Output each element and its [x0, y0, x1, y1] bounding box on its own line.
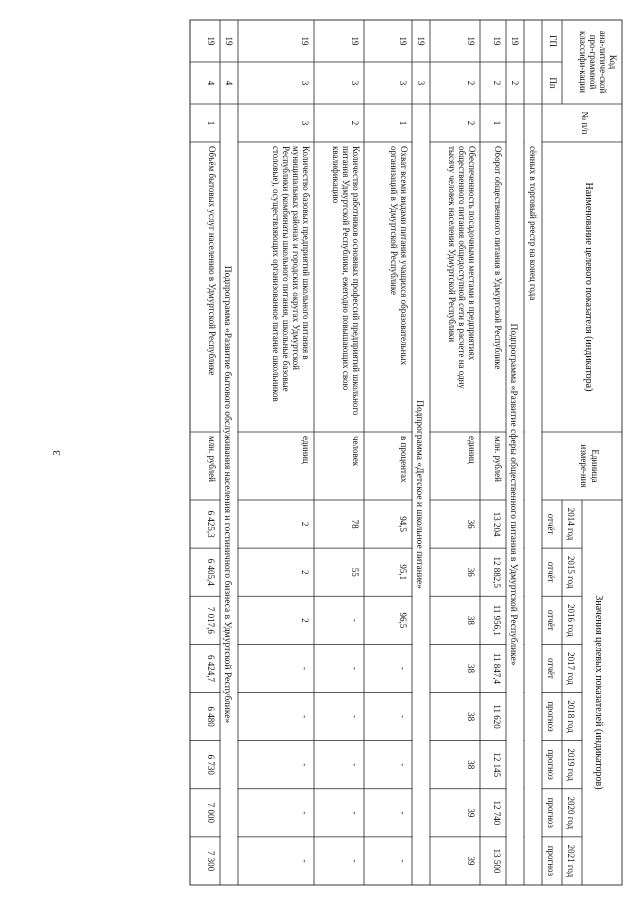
header-num: № п/п — [580, 111, 590, 135]
cell-value: 78 — [350, 519, 360, 529]
subprogram-title: Подпрограмма «Детское и школьное питание» — [414, 400, 424, 589]
cell-value: 13 204 — [492, 511, 502, 537]
status-header: прогноз — [546, 749, 556, 780]
cell-gp: 19 — [510, 36, 520, 46]
cell-pp: 3 — [398, 80, 408, 86]
cell-gp: 19 — [492, 36, 502, 46]
cell-value: 12 145 — [492, 752, 502, 778]
year-header: 2021 год — [566, 844, 576, 878]
cell-pp: 2 — [510, 80, 520, 86]
cell-value: - — [300, 715, 310, 719]
cell-gp: 19 — [350, 36, 360, 46]
cell-value: - — [350, 666, 360, 670]
header-values-title: Значения целевых показателей (индикаторов) — [593, 595, 604, 790]
cell-value: 94,5 — [398, 516, 408, 532]
cell-value: 36 — [466, 519, 476, 529]
cell-pp: 3 — [300, 80, 310, 86]
header-code-group: Кодана-литиче-скойпро-граммнойклассифи-кации — [578, 30, 618, 94]
page-number: 3 — [50, 450, 63, 456]
cell-name: Охват всеми видами питания учащихся образовательныхорганизаций в Удмуртской Республике — [389, 146, 409, 365]
cell-pp: 3 — [416, 80, 426, 86]
cell-value: - — [350, 859, 360, 863]
year-header: 2017 год — [566, 652, 576, 685]
year-header: 2018 год — [566, 700, 576, 733]
year-header: 2015 год — [566, 555, 576, 589]
cell-value: - — [398, 715, 408, 719]
cell-value: 12 740 — [492, 800, 502, 826]
status-header: прогноз — [546, 797, 556, 829]
year-header: 2016 год — [566, 604, 576, 637]
cell-name: Оборот общественного питания в Удмуртской Республике — [493, 146, 503, 370]
cell-num: 1 — [398, 120, 408, 126]
cell-unit: единиц — [467, 436, 477, 464]
cell-value: 36 — [466, 567, 476, 577]
header-name: Наименование целевого показателя (индикатора) — [583, 182, 594, 392]
cell-value: - — [350, 811, 360, 815]
header-gp: ГП — [548, 35, 558, 47]
cell-pp: 4 — [206, 80, 216, 86]
cell-value: 6 425,3 — [206, 510, 216, 538]
cell-value: 11 956,1 — [492, 604, 502, 636]
cell-unit: человек — [351, 436, 361, 467]
cell-num: 1 — [206, 120, 216, 126]
cell-value: 6 480 — [206, 706, 216, 727]
cell-value: 13 500 — [492, 848, 502, 874]
cell-value: 38 — [466, 615, 476, 625]
cell-value: 12 882,5 — [492, 556, 502, 588]
cell-gp: 19 — [224, 36, 234, 46]
cell-value: 55 — [350, 567, 360, 577]
cell-gp: 19 — [466, 36, 476, 46]
cell-gp: 19 — [300, 36, 310, 46]
cell-value: 96,5 — [398, 612, 408, 629]
year-header: 2019 год — [566, 748, 576, 781]
cell-value: 39 — [466, 808, 476, 818]
cell-num: 2 — [350, 120, 360, 126]
cell-value: - — [350, 763, 360, 767]
subprogram-title: Подпрограмма «Развитие сферы общественного питания в Удмуртской Республике» — [508, 323, 518, 666]
cell-value: 95,1 — [398, 564, 408, 581]
status-header: отчёт — [546, 658, 556, 679]
cell-value: 6 405,4 — [206, 558, 216, 586]
cell-num: 2 — [466, 120, 476, 126]
cell-value: - — [398, 666, 408, 670]
cell-gp: 19 — [416, 36, 426, 46]
cell-value: - — [300, 859, 310, 863]
header-unit: Единицаизмере-ния — [579, 444, 600, 488]
cell-unit: млн. рублей — [493, 436, 503, 482]
cell-value: 7 017,6 — [206, 606, 216, 634]
cell-num: 3 — [300, 120, 310, 126]
cell-name: Объём бытовых услуг населению в Удмуртской Республике — [207, 146, 217, 376]
cell-value: 38 — [466, 712, 476, 722]
subprogram-title: Подпрограмма «Развитие бытового обслуживания населения и гостиничного бизнеса в Удмуртской Республике» — [222, 265, 232, 724]
cell-value: 2 — [300, 569, 310, 575]
cell-name: Количество работников основных профессий предприятий школьногопитания Удмуртской Республики, ежегодно повышающих своюквалификацию — [331, 146, 361, 416]
cell-unit: единиц — [301, 436, 311, 464]
cell-value: 11 847,4 — [492, 652, 502, 685]
cell-value: - — [350, 618, 360, 622]
cell-name: Обеспеченность посадочными местами в предприятияхобщественного питания общедоступной сети в расчете на однутысячу человек населения Удмуртской Республики — [447, 146, 477, 389]
status-header: прогноз — [546, 701, 556, 732]
cell-value: 7 300 — [206, 850, 216, 872]
cell-value: - — [350, 715, 360, 719]
cell-value: 6 424,7 — [206, 654, 216, 682]
cell-value: 11 620 — [492, 704, 502, 729]
cell-value: - — [300, 763, 310, 767]
cell-value: 7 000 — [206, 802, 216, 823]
cell-unit: в процентах — [399, 436, 409, 483]
cell-value: - — [300, 666, 310, 670]
cell-gp: 19 — [398, 36, 408, 46]
cell-pp: 2 — [466, 80, 476, 86]
cell-value: 39 — [466, 856, 476, 866]
cell-value: - — [300, 811, 310, 815]
cell-value: 2 — [300, 618, 310, 623]
cell-value: 38 — [466, 760, 476, 770]
cell-pp: 4 — [224, 80, 234, 86]
status-header: прогноз — [546, 845, 556, 877]
cell-value: - — [398, 811, 408, 815]
cell-value: - — [398, 763, 408, 767]
cell-value: 38 — [466, 663, 476, 673]
year-header: 2014 год — [566, 507, 576, 541]
cell-pp: 3 — [350, 80, 360, 86]
cell-value: - — [398, 859, 408, 863]
cell-value: 2 — [300, 521, 310, 527]
status-header: отчёт — [546, 513, 556, 535]
cell-unit: млн. рублей — [207, 436, 217, 482]
header-pp: Пп — [548, 77, 558, 89]
continuation-text: сённых в торговый реестр на конец года — [528, 146, 538, 301]
cell-pp: 2 — [492, 80, 502, 86]
cell-gp: 19 — [206, 36, 216, 46]
cell-num: 1 — [492, 120, 502, 126]
year-header: 2020 год — [566, 796, 576, 830]
cell-value: 6 730 — [206, 754, 216, 775]
status-header: отчёт — [546, 561, 556, 583]
cell-name: Количество базовых предприятий школьного питания вмуниципальных районах и городских округах УдмуртскойРеспублики (комбинаты школьного питания, школьные базовыестоловые), осуществляющих организованное питание школьников — [271, 146, 311, 402]
status-header: отчёт — [546, 609, 556, 631]
